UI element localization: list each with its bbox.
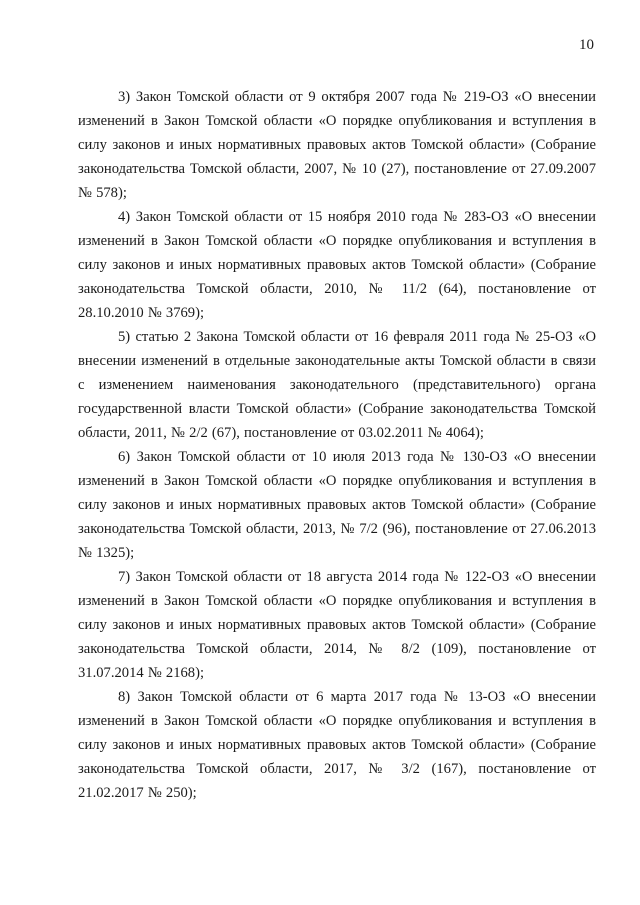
list-item: 3) Закон Томской области от 9 октября 2007 года № 219-ОЗ «О внесении изменений в Закон Томской области «О порядке опубликования и вступления в силу законов и иных нормативных правовых актов Томской области» (Собрание законодательства Томской области, 2007, № 10 (27), постановление от 27.09.2007 № 578); bbox=[78, 89, 596, 201]
page-number: 10 bbox=[579, 37, 594, 53]
list-item: 5) статью 2 Закона Томской области от 16 февраля 2011 года № 25-ОЗ «О внесении изменений в отдельные законодательные акты Томской области в связи с изменением наименования законодательного (представительного) органа государственной власти Томской области» (Собрание законодательства Томской области, 2011, № 2/2 (67), постановление от 03.02.2011 № 4064); bbox=[78, 329, 596, 441]
list-item: 6) Закон Томской области от 10 июля 2013 года № 130-ОЗ «О внесении изменений в Закон Томской области «О порядке опубликования и вступления в силу законов и иных нормативных правовых актов Томской области» (Собрание законодательства Томской области, 2013, № 7/2 (96), постановление от 27.06.2013 № 1325); bbox=[78, 449, 596, 561]
document-body bbox=[78, 85, 596, 805]
list-item: 4) Закон Томской области от 15 ноября 2010 года № 283-ОЗ «О внесении изменений в Закон Томской области «О порядке опубликования и вступления в силу законов и иных нормативных правовых актов Томской области» (Собрание законодательства Томской области, 2010, № 11/2 (64), постановление от 28.10.2010 № 3769); bbox=[78, 209, 596, 321]
list-item: 7) Закон Томской области от 18 августа 2014 года № 122-ОЗ «О внесении изменений в Закон Томской области «О порядке опубликования и вступления в силу законов и иных нормативных правовых актов Томской области» (Собрание законодательства Томской области, 2014, № 8/2 (109), постановление от 31.07.2014 № 2168); bbox=[78, 569, 596, 681]
list-item: 8) Закон Томской области от 6 марта 2017 года № 13-ОЗ «О внесении изменений в Закон Томской области «О порядке опубликования и вступления в силу законов и иных нормативных правовых актов Томской области» (Собрание законодательства Томской области, 2017, № 3/2 (167), постановление от 21.02.2017 № 250); bbox=[78, 689, 596, 801]
